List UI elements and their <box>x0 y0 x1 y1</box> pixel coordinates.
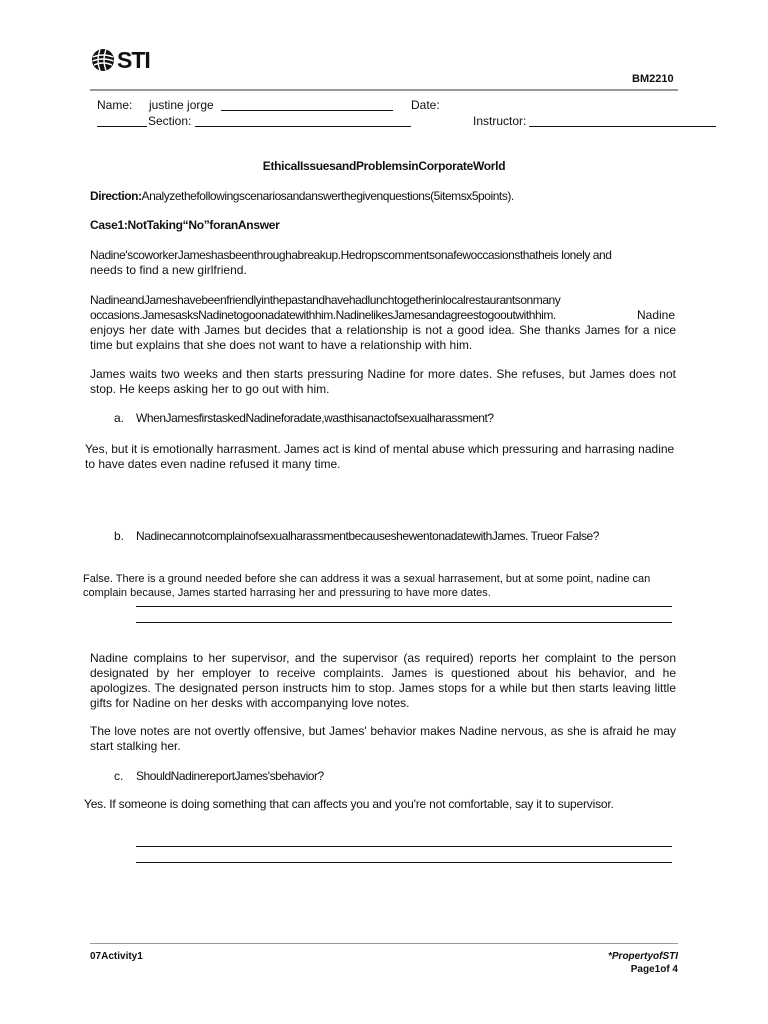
sti-logo <box>91 46 151 74</box>
name-field[interactable] <box>221 110 393 111</box>
paragraph-4: Nadine complains to her supervisor, and the supervisor (as required) reports her complaint to the person designated by her employer to receive complaints. James is questioned about his behavior, and he apologizes. The designated person instructs him to stop. James stops for a while but then starts leaving little gifts for Nadine on her desks with accompanying love notes. <box>90 651 676 710</box>
answer-b-line-2[interactable]: complain because, James started harrasing her and pressuring to have more dates. <box>83 587 491 599</box>
name-value: justine jorge <box>149 98 214 112</box>
question-c-marker: c. <box>114 769 124 783</box>
question-b-text: NadinecannotcomplainofsexualharassmentbecauseshewentonadatewithJames. Trueor False? <box>136 529 599 543</box>
instructor-label: Instructor: <box>473 114 527 128</box>
question-a-marker: a. <box>114 411 125 425</box>
answer-line <box>136 622 672 623</box>
paragraph-1-line-1: Nadine'scoworkerJameshasbeenthroughabreakup.Hedropscommentsonafewoccasionsthatheis lonely and <box>90 248 612 262</box>
answer-a[interactable]: Yes, but it is emotionally harrasment. James act is kind of mental abuse which pressuring and harrasing nadine to have dates even nadine refused it many time. <box>85 442 675 471</box>
date-label: Date: <box>411 98 440 112</box>
answer-line <box>136 862 672 863</box>
globe-icon <box>91 48 115 72</box>
logo-text: STI <box>117 46 150 73</box>
answer-line <box>136 846 672 847</box>
answer-line <box>136 606 672 607</box>
question-b-marker: b. <box>114 529 125 543</box>
question-a-text: WhenJamesfirstaskedNadineforadate,wasthisanactofsexualharassment? <box>136 411 494 425</box>
course-code: BM2210 <box>632 73 674 85</box>
paragraph-2-line-2-end: Nadine <box>637 308 676 322</box>
paragraph-2-rest: enjoys her date with James but decides that a relationship is not a good idea. She thanks James for a nice time but explains that she does not want to have a relationship with him. <box>90 323 676 352</box>
section-label: Section: <box>148 114 192 128</box>
answer-b-line-1[interactable]: False. There is a ground needed before she can address it was a sexual harrasement, but at some point, nadine can <box>83 573 651 585</box>
blank-line <box>97 126 147 127</box>
paragraph-3: James waits two weeks and then starts pressuring Nadine for more dates. She refuses, but James does not stop. He keeps asking her to go out with him. <box>90 367 676 396</box>
paragraph-2-line-1: NadineandJameshavebeenfriendlyinthepastandhavehadlunchtogetherinlocalrestaurantsonmany <box>90 293 561 307</box>
case-title: Case1:NotTaking“No”foranAnswer <box>90 218 280 232</box>
footer-property: *PropertyofSTI <box>607 951 678 962</box>
direction-text: Analyzethefollowingscenariosandanswerthegivenquestions(5itemsx5points). <box>141 189 514 203</box>
footer-divider <box>90 943 678 944</box>
name-label: Name: <box>97 98 133 112</box>
direction-label: Direction: <box>90 189 142 203</box>
section-field[interactable] <box>195 126 411 127</box>
paragraph-1-line-2: needs to find a new girlfriend. <box>90 263 247 277</box>
paragraph-2-line-2: occasions.JamesasksNadinetogoonadatewithhim.NadinelikesJamesandagreestogooutwithhim. <box>90 308 556 322</box>
document-title: EthicalIssuesandProblemsinCorporateWorld <box>262 159 506 173</box>
paragraph-5: The love notes are not overtly offensive, but James' behavior makes Nadine nervous, as she is afraid he may start stalking her. <box>90 724 676 753</box>
answer-c[interactable]: Yes. If someone is doing something that can affects you and you're not comfortable, say it to supervisor. <box>84 797 614 811</box>
footer-page: Page1of 4 <box>630 964 678 975</box>
header-divider <box>90 89 678 91</box>
direction <box>90 189 676 204</box>
footer-activity: 07Activity1 <box>90 951 143 962</box>
question-c-text: ShouldNadinereportJames'sbehavior? <box>136 769 324 783</box>
instructor-field[interactable] <box>529 126 716 127</box>
